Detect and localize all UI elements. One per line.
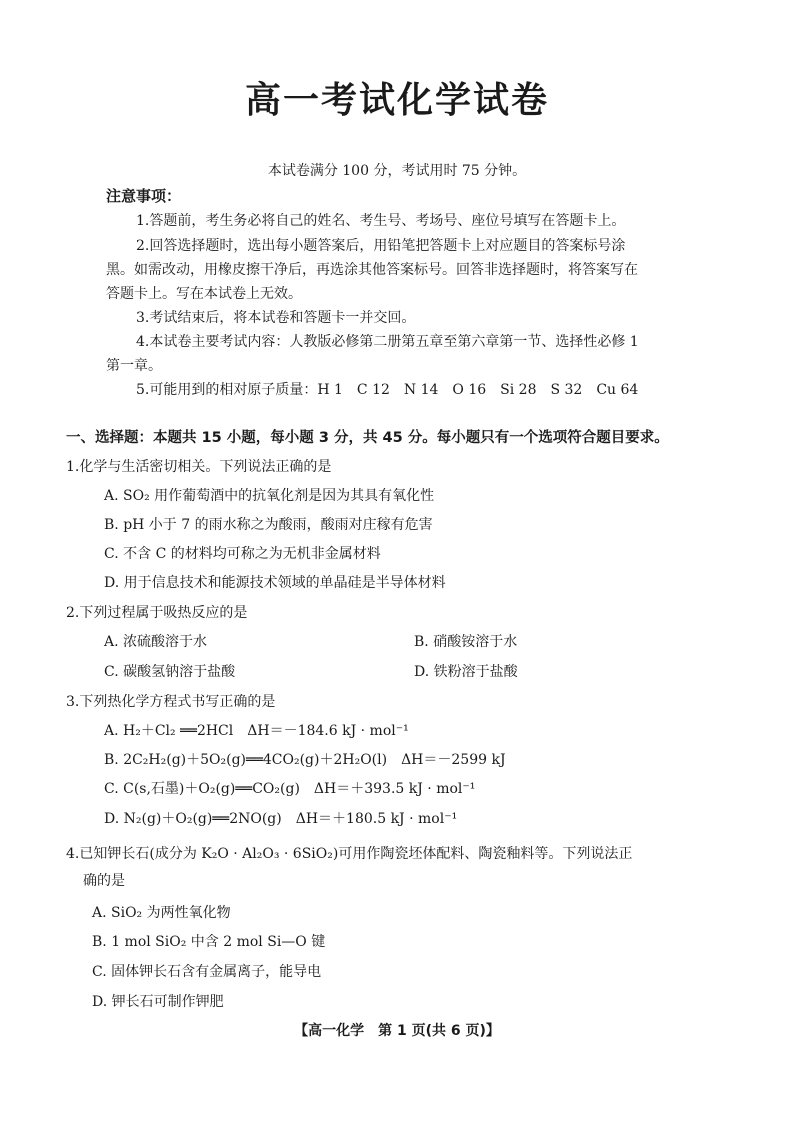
notice-line: 4.本试卷主要考试内容：人教版必修第二册第五章至第六章第一节、选择性必修 1 [136, 334, 639, 350]
question-2-stem: 2.下列过程属于吸热反应的是 [66, 605, 248, 621]
question-2-option-d: D. 铁粉溶于盐酸 [414, 664, 518, 680]
notice-line: 第一章。 [106, 358, 162, 374]
question-1-option-a: A. SO₂ 用作葡萄酒中的抗氧化剂是因为其具有氧化性 [104, 488, 435, 504]
notice-line: 1.答题前，考生务必将自己的姓名、考生号、考场号、座位号填写在答题卡上。 [136, 213, 626, 229]
question-1-stem: 1.化学与生活密切相关。下列说法正确的是 [66, 459, 332, 475]
question-4-option-b: B. 1 mol SiO₂ 中含 2 mol Si—O 键 [92, 934, 326, 950]
page-footer: 【高一化学 第 1 页(共 6 页)】 [294, 1023, 500, 1039]
question-3-option-c: C. C(s,石墨)＋O₂(g)══CO₂(g) ΔH＝＋393.5 kJ · mol⁻¹ [104, 781, 476, 797]
question-4-option-a: A. SiO₂ 为两性氧化物 [92, 905, 231, 921]
question-3-option-d: D. N₂(g)＋O₂(g)══2NO(g) ΔH＝＋180.5 kJ · mol⁻¹ [104, 811, 458, 827]
question-2-option-a: A. 浓硫酸溶于水 [104, 634, 208, 650]
notice-line: 2.回答选择题时，选出每小题答案后，用铅笔把答题卡上对应题目的答案标号涂 [136, 238, 626, 254]
question-4-option-c: C. 固体钾长石含有金属离子，能导电 [92, 964, 322, 980]
question-4-stem-cont: 确的是 [83, 873, 125, 889]
question-3-option-a: A. H₂＋Cl₂ ══2HCl ΔH＝－184.6 kJ · mol⁻¹ [104, 723, 409, 739]
notice-line: 3.考试结束后，将本试卷和答题卡一并交回。 [136, 310, 416, 326]
question-4-option-d: D. 钾长石可制作钾肥 [92, 994, 224, 1010]
question-2-option-b: B. 硝酸铵溶于水 [414, 634, 518, 650]
question-2-option-c: C. 碳酸氢钠溶于盐酸 [104, 664, 236, 680]
question-1-option-d: D. 用于信息技术和能源技术领域的单晶硅是半导体材料 [104, 575, 446, 591]
question-1-option-c: C. 不含 C 的材料均可称之为无机非金属材料 [104, 546, 381, 562]
notice-line: 5.可能用到的相对原子质量：H 1 C 12 N 14 O 16 Si 28 S 32 Cu 64 [136, 382, 639, 398]
section-heading: 一、选择题：本题共 15 小题，每小题 3 分，共 45 分。每小题只有一个选项符合题目要求。 [66, 430, 669, 446]
page-title: 高一考试化学试卷 [244, 80, 549, 121]
notice-line: 黑。如需改动，用橡皮擦干净后，再选涂其他答案标号。回答非选择题时，将答案写在 [106, 262, 638, 278]
question-1-option-b: B. pH 小于 7 的雨水称之为酸雨，酸雨对庄稼有危害 [104, 517, 433, 533]
notice-heading: 注意事项： [106, 187, 182, 205]
question-3-option-b: B. 2C₂H₂(g)＋5O₂(g)══4CO₂(g)＋2H₂O(l) ΔH＝－2599 kJ [104, 752, 506, 768]
notice-line: 答题卡上。写在本试卷上无效。 [106, 286, 302, 302]
question-4-stem: 4.已知钾长石(成分为 K₂O · Al₂O₃ · 6SiO₂)可用作陶瓷坯体配料、陶瓷釉料等。下列说法正 [66, 846, 633, 862]
question-3-stem: 3.下列热化学方程式书写正确的是 [66, 694, 276, 710]
exam-subtitle: 本试卷满分 100 分，考试用时 75 分钟。 [267, 163, 527, 179]
